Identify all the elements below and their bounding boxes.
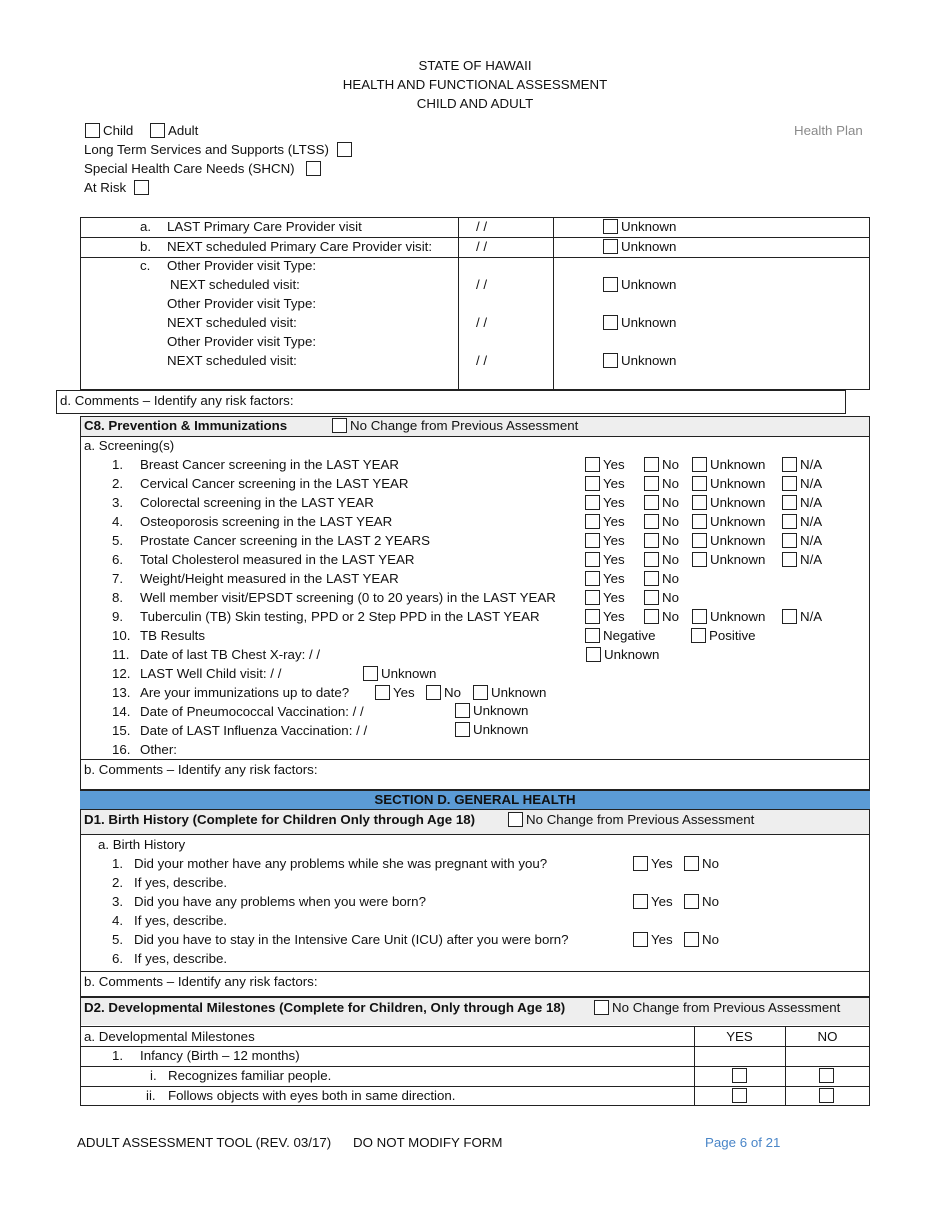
- screening-na[interactable]: N/A: [782, 609, 822, 625]
- visit-a-num: a.: [140, 219, 152, 234]
- screening-no[interactable]: No: [644, 571, 679, 587]
- unknown-checkbox[interactable]: [692, 514, 707, 529]
- na-checkbox[interactable]: [782, 552, 797, 567]
- screening-num: 15.: [112, 723, 131, 738]
- screening-na[interactable]: N/A: [782, 533, 822, 549]
- screening-yes[interactable]: Yes: [585, 552, 625, 568]
- footer-do-not-modify: DO NOT MODIFY FORM: [353, 1135, 503, 1150]
- birth-history-yes[interactable]: Yes: [633, 894, 673, 910]
- unknown-checkbox[interactable]: [603, 353, 618, 368]
- health-plan-label: Health Plan: [794, 123, 863, 138]
- no-checkbox[interactable]: [644, 552, 659, 567]
- yes-checkbox[interactable]: [732, 1068, 747, 1083]
- screening-yes[interactable]: Yes: [585, 533, 625, 549]
- last-pcp-unknown[interactable]: Unknown: [603, 219, 676, 235]
- footer-page-number: Page 6 of 21: [705, 1135, 781, 1150]
- milestone-i-num: i.: [150, 1068, 157, 1083]
- screening-item: Date of last TB Chest X-ray: / /: [140, 647, 321, 662]
- screening-no[interactable]: No: [644, 514, 679, 530]
- positive-checkbox[interactable]: [691, 628, 706, 643]
- screening-item: Weight/Height measured in the LAST YEAR: [140, 571, 399, 586]
- yes-checkbox[interactable]: [585, 495, 600, 510]
- screening-no[interactable]: No: [644, 609, 679, 625]
- na-checkbox[interactable]: [782, 457, 797, 472]
- milestone-ii-yes[interactable]: [732, 1088, 750, 1104]
- screening-no[interactable]: No: [644, 533, 679, 549]
- shcn-checkbox[interactable]: [306, 161, 321, 176]
- na-checkbox[interactable]: [782, 609, 797, 624]
- unknown-checkbox[interactable]: [692, 495, 707, 510]
- no-checkbox[interactable]: [684, 856, 699, 871]
- no-checkbox[interactable]: [684, 932, 699, 947]
- birth-history-num: 6.: [112, 951, 124, 966]
- yes-checkbox[interactable]: [585, 476, 600, 491]
- no-checkbox[interactable]: [644, 571, 659, 586]
- no-checkbox[interactable]: [644, 533, 659, 548]
- no-checkbox[interactable]: [426, 685, 441, 700]
- milestone-follows-objects: Follows objects with eyes both in same direction.: [168, 1088, 456, 1103]
- screening-no[interactable]: No: [644, 552, 679, 568]
- screening-num: 10.: [112, 628, 131, 643]
- yes-column-header: YES: [726, 1029, 753, 1044]
- unknown-checkbox[interactable]: [363, 666, 378, 681]
- screening-num: 5.: [112, 533, 124, 548]
- no-checkbox[interactable]: [644, 495, 659, 510]
- yes-checkbox[interactable]: [633, 856, 648, 871]
- next-visit-2-date[interactable]: / /: [476, 315, 488, 330]
- screening-num: 13.: [112, 685, 131, 700]
- screening-no[interactable]: No: [644, 590, 679, 606]
- na-checkbox[interactable]: [782, 476, 797, 491]
- footer-tool-name: ADULT ASSESSMENT TOOL (REV. 03/17): [77, 1135, 332, 1150]
- shcn-option[interactable]: Special Health Care Needs (SHCN): [84, 161, 324, 177]
- negative-checkbox[interactable]: [585, 628, 600, 643]
- d1-no-change[interactable]: No Change from Previous Assessment: [508, 812, 754, 828]
- xray-unknown[interactable]: Unknown: [586, 647, 659, 663]
- screening-num: 1.: [112, 457, 124, 472]
- screening-item: Colorectal screening in the LAST YEAR: [140, 495, 374, 510]
- screening-num: 9.: [112, 609, 124, 624]
- header-title-2: HEALTH AND FUNCTIONAL ASSESSMENT: [342, 77, 608, 92]
- d2-title: D2. Developmental Milestones (Complete for Children, Only through Age 18): [84, 1000, 566, 1015]
- screening-num: 8.: [112, 590, 124, 605]
- adult-checkbox[interactable]: [150, 123, 165, 138]
- screening-item: Total Cholesterol measured in the LAST YEAR: [140, 552, 415, 567]
- at-risk-checkbox[interactable]: [134, 180, 149, 195]
- d1-title: D1. Birth History (Complete for Children Only through Age 18): [84, 812, 476, 827]
- birth-history-no[interactable]: No: [684, 856, 719, 872]
- screening-num: 3.: [112, 495, 124, 510]
- immunization-yes[interactable]: Yes: [375, 685, 415, 701]
- child-option[interactable]: Child: [85, 123, 133, 139]
- no-checkbox[interactable]: [644, 609, 659, 624]
- no-checkbox[interactable]: [819, 1088, 834, 1103]
- unknown-checkbox[interactable]: [586, 647, 601, 662]
- well-child-unknown[interactable]: Unknown: [363, 666, 436, 682]
- ltss-option[interactable]: Long Term Services and Supports (LTSS): [84, 142, 355, 158]
- screening-yes[interactable]: Yes: [585, 476, 625, 492]
- last-pcp-visit-date[interactable]: / /: [476, 219, 488, 234]
- birth-history-num: 1.: [112, 856, 124, 871]
- screening-item: TB Results: [140, 628, 206, 643]
- milestone-i-yes[interactable]: [732, 1068, 750, 1084]
- screening-unknown[interactable]: Unknown: [692, 514, 765, 530]
- no-checkbox[interactable]: [644, 514, 659, 529]
- screening-item: Tuberculin (TB) Skin testing, PPD or 2 Step PPD in the LAST YEAR: [140, 609, 540, 624]
- milestone-i-no[interactable]: [819, 1068, 837, 1084]
- screening-unknown[interactable]: Unknown: [692, 457, 765, 473]
- immunization-no[interactable]: No: [426, 685, 461, 701]
- screening-unknown[interactable]: Unknown: [692, 533, 765, 549]
- visit-c-num: c.: [140, 258, 151, 273]
- screening-na[interactable]: N/A: [782, 552, 822, 568]
- unknown-checkbox[interactable]: [603, 277, 618, 292]
- birth-history-item: If yes, describe.: [134, 913, 228, 928]
- birth-history-num: 4.: [112, 913, 124, 928]
- next-visit-2-unknown[interactable]: Unknown: [603, 315, 676, 331]
- screening-yes[interactable]: Yes: [585, 495, 625, 511]
- birth-history-num: 3.: [112, 894, 124, 909]
- birth-history-item: Did your mother have any problems while she was pregnant with you?: [134, 856, 548, 871]
- next-pcp-unknown[interactable]: Unknown: [603, 239, 676, 255]
- screening-yes[interactable]: Yes: [585, 514, 625, 530]
- next-pcp-visit-label: NEXT scheduled Primary Care Provider visit:: [167, 239, 433, 254]
- screening-no[interactable]: No: [644, 457, 679, 473]
- screening-item: Date of Pneumococcal Vaccination: / /: [140, 704, 364, 719]
- birth-history-item: If yes, describe.: [134, 951, 228, 966]
- unknown-checkbox[interactable]: [692, 552, 707, 567]
- yes-checkbox[interactable]: [732, 1088, 747, 1103]
- screening-unknown[interactable]: Unknown: [692, 609, 765, 625]
- yes-checkbox[interactable]: [633, 894, 648, 909]
- no-checkbox[interactable]: [684, 894, 699, 909]
- screening-item: Prostate Cancer screening in the LAST 2 YEARS: [140, 533, 430, 548]
- yes-checkbox[interactable]: [585, 609, 600, 624]
- milestone-recognizes-people: Recognizes familiar people.: [168, 1068, 332, 1083]
- yes-checkbox[interactable]: [585, 552, 600, 567]
- tb-positive[interactable]: Positive: [691, 628, 756, 644]
- yes-checkbox[interactable]: [585, 457, 600, 472]
- c8-title: C8. Prevention & Immunizations: [84, 418, 288, 433]
- screening-na[interactable]: N/A: [782, 476, 822, 492]
- screening-unknown[interactable]: Unknown: [692, 476, 765, 492]
- screening-yes[interactable]: Yes: [585, 571, 625, 587]
- screening-num: 14.: [112, 704, 131, 719]
- unknown-checkbox[interactable]: [692, 476, 707, 491]
- no-change-checkbox[interactable]: [332, 418, 347, 433]
- other-visit-type-2: Other Provider visit Type:: [167, 296, 317, 311]
- screening-na[interactable]: N/A: [782, 457, 822, 473]
- yes-checkbox[interactable]: [585, 590, 600, 605]
- screening-item: Other:: [140, 742, 177, 757]
- section-d-title: SECTION D. GENERAL HEALTH: [374, 792, 576, 807]
- next-pcp-visit-date[interactable]: / /: [476, 239, 488, 254]
- unknown-checkbox[interactable]: [603, 239, 618, 254]
- yes-checkbox[interactable]: [585, 514, 600, 529]
- unknown-checkbox[interactable]: [473, 685, 488, 700]
- pneumococcal-unknown[interactable]: Unknown: [455, 703, 528, 719]
- birth-history-num: 2.: [112, 875, 124, 890]
- next-visit-1: NEXT scheduled visit:: [170, 277, 300, 292]
- ltss-checkbox[interactable]: [337, 142, 352, 157]
- unknown-checkbox[interactable]: [455, 722, 470, 737]
- c8-no-change[interactable]: No Change from Previous Assessment: [332, 418, 578, 434]
- tb-negative[interactable]: Negative: [585, 628, 655, 644]
- yes-checkbox[interactable]: [633, 932, 648, 947]
- screening-item: Date of LAST Influenza Vaccination: / /: [140, 723, 368, 738]
- birth-history-no[interactable]: No: [684, 932, 719, 948]
- other-visit-type-1: Other Provider visit Type:: [167, 258, 317, 273]
- screening-no[interactable]: No: [644, 495, 679, 511]
- unknown-checkbox[interactable]: [692, 533, 707, 548]
- influenza-unknown[interactable]: Unknown: [455, 722, 528, 738]
- milestone-ii-num: ii.: [146, 1088, 156, 1103]
- developmental-milestones-label: a. Developmental Milestones: [84, 1029, 255, 1044]
- infancy-label: Infancy (Birth – 12 months): [140, 1048, 300, 1063]
- d1-comments-label: b. Comments – Identify any risk factors:: [84, 974, 318, 989]
- screening-label: a. Screening(s): [84, 438, 175, 453]
- immunization-unknown[interactable]: Unknown: [473, 685, 546, 701]
- visits-comments-label: d. Comments – Identify any risk factors:: [60, 393, 294, 408]
- birth-history-yes[interactable]: Yes: [633, 856, 673, 872]
- screening-num: 11.: [112, 647, 130, 662]
- next-visit-3: NEXT scheduled visit:: [167, 353, 297, 368]
- screening-num: 2.: [112, 476, 124, 491]
- screening-yes[interactable]: Yes: [585, 590, 625, 606]
- screening-num: 12.: [112, 666, 131, 681]
- yes-checkbox[interactable]: [585, 571, 600, 586]
- birth-history-yes[interactable]: Yes: [633, 932, 673, 948]
- screening-unknown[interactable]: Unknown: [692, 552, 765, 568]
- header-title-1: STATE OF HAWAII: [418, 58, 532, 73]
- birth-history-item: Did you have to stay in the Intensive Care Unit (ICU) after you were born?: [134, 932, 569, 947]
- other-visit-type-3: Other Provider visit Type:: [167, 334, 317, 349]
- screening-item: Osteoporosis screening in the LAST YEAR: [140, 514, 393, 529]
- na-checkbox[interactable]: [782, 514, 797, 529]
- screening-num: 7.: [112, 571, 124, 586]
- birth-history-no[interactable]: No: [684, 894, 719, 910]
- child-checkbox[interactable]: [85, 123, 100, 138]
- next-visit-1-unknown[interactable]: Unknown: [603, 277, 676, 293]
- no-column-header: NO: [817, 1029, 838, 1044]
- milestone-ii-no[interactable]: [819, 1088, 837, 1104]
- no-change-checkbox[interactable]: [594, 1000, 609, 1015]
- infancy-num: 1.: [112, 1048, 124, 1063]
- unknown-checkbox[interactable]: [603, 315, 618, 330]
- screening-num: 4.: [112, 514, 124, 529]
- birth-history-label: a. Birth History: [98, 837, 186, 852]
- next-visit-3-date[interactable]: / /: [476, 353, 488, 368]
- d2-no-change[interactable]: No Change from Previous Assessment: [594, 1000, 840, 1016]
- header-title-3: CHILD AND ADULT: [416, 96, 534, 111]
- screening-unknown[interactable]: Unknown: [692, 495, 765, 511]
- at-risk-option[interactable]: At Risk: [84, 180, 152, 196]
- next-visit-3-unknown[interactable]: Unknown: [603, 353, 676, 369]
- screening-item: Breast Cancer screening in the LAST YEAR: [140, 457, 399, 472]
- birth-history-item: If yes, describe.: [134, 875, 228, 890]
- yes-checkbox[interactable]: [375, 685, 390, 700]
- screening-yes[interactable]: Yes: [585, 609, 625, 625]
- next-visit-1-date[interactable]: / /: [476, 277, 488, 292]
- birth-history-item: Did you have any problems when you were born?: [134, 894, 426, 909]
- screening-item: Cervical Cancer screening in the LAST YEAR: [140, 476, 409, 491]
- no-checkbox[interactable]: [644, 590, 659, 605]
- birth-history-num: 5.: [112, 932, 124, 947]
- yes-checkbox[interactable]: [585, 533, 600, 548]
- c8-comments-label: b. Comments – Identify any risk factors:: [84, 762, 318, 777]
- na-checkbox[interactable]: [782, 533, 797, 548]
- screening-no[interactable]: No: [644, 476, 679, 492]
- visit-b-num: b.: [140, 239, 152, 254]
- screening-num: 16.: [112, 742, 131, 757]
- unknown-checkbox[interactable]: [692, 457, 707, 472]
- no-checkbox[interactable]: [644, 457, 659, 472]
- adult-option[interactable]: Adult: [150, 123, 198, 139]
- unknown-checkbox[interactable]: [603, 219, 618, 234]
- screening-na[interactable]: N/A: [782, 495, 822, 511]
- screening-na[interactable]: N/A: [782, 514, 822, 530]
- screening-item: Are your immunizations up to date?: [140, 685, 350, 700]
- no-checkbox[interactable]: [819, 1068, 834, 1083]
- screening-num: 6.: [112, 552, 124, 567]
- no-change-checkbox[interactable]: [508, 812, 523, 827]
- last-pcp-visit-label: LAST Primary Care Provider visit: [167, 219, 362, 234]
- na-checkbox[interactable]: [782, 495, 797, 510]
- screening-item: Well member visit/EPSDT screening (0 to 20 years) in the LAST YEAR: [140, 590, 556, 605]
- unknown-checkbox[interactable]: [455, 703, 470, 718]
- next-visit-2: NEXT scheduled visit:: [167, 315, 297, 330]
- unknown-checkbox[interactable]: [692, 609, 707, 624]
- no-checkbox[interactable]: [644, 476, 659, 491]
- screening-item: LAST Well Child visit: / /: [140, 666, 282, 681]
- screening-yes[interactable]: Yes: [585, 457, 625, 473]
